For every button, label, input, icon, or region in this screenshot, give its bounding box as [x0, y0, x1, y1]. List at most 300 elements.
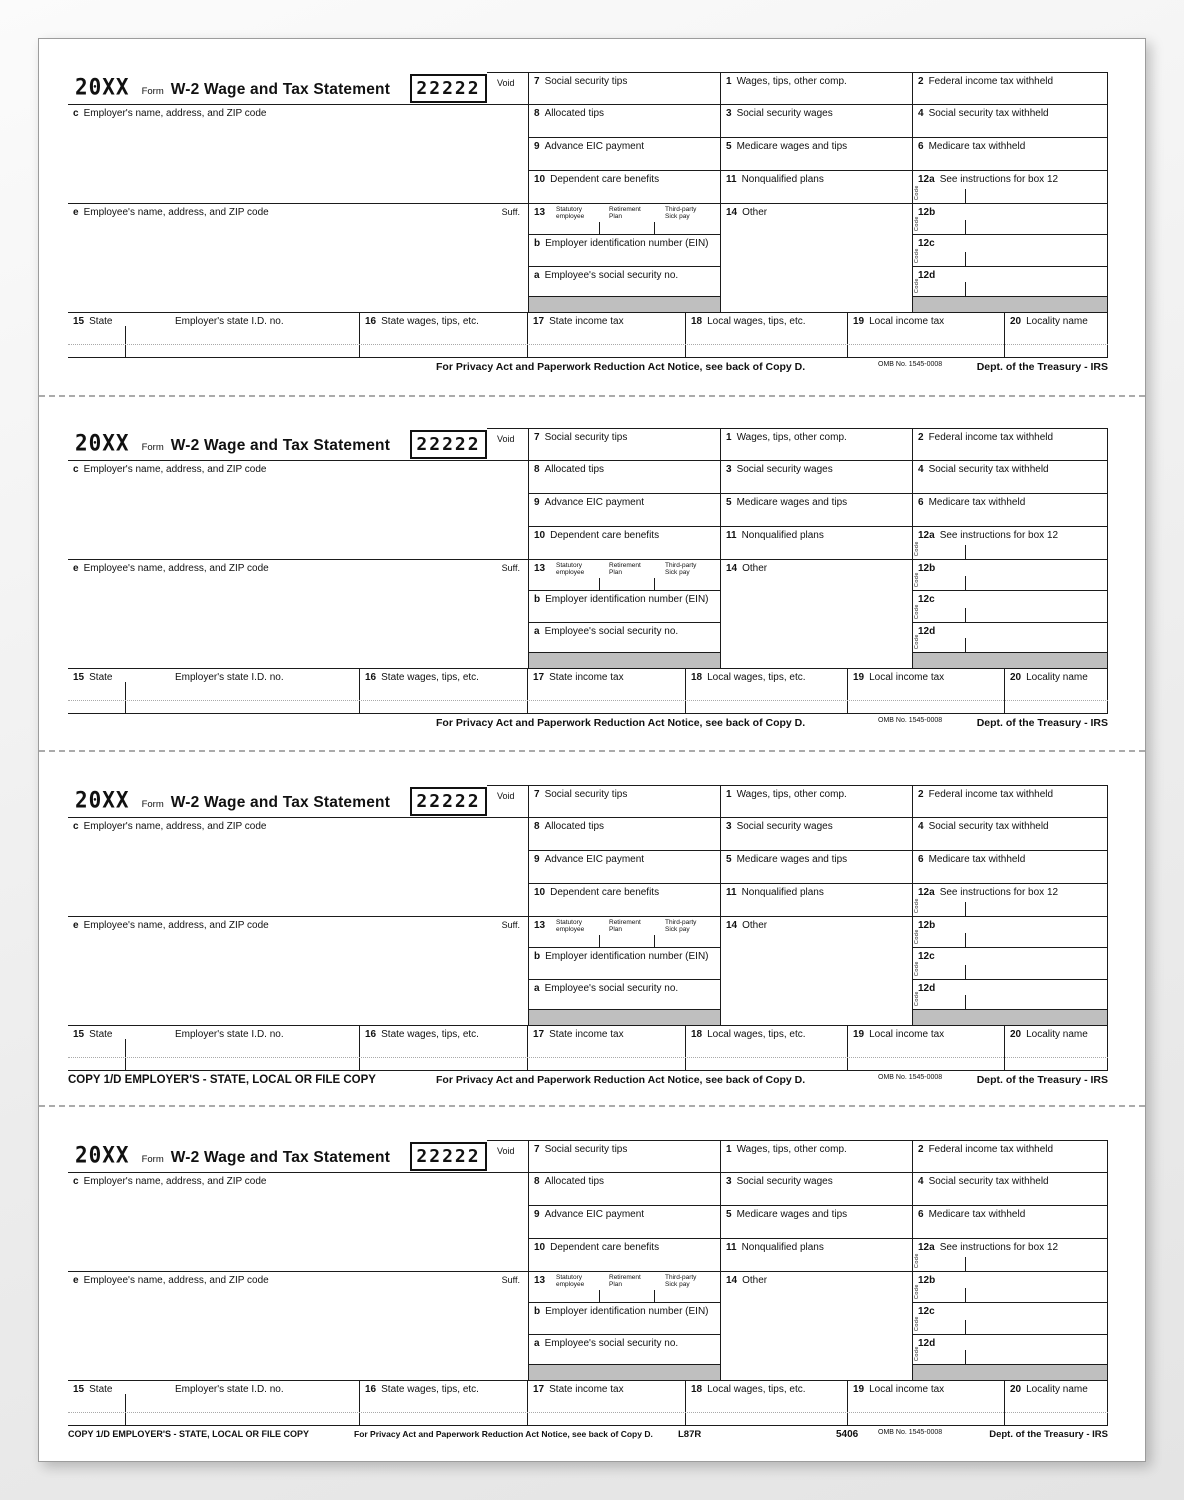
box-number: 4	[918, 108, 924, 119]
box-number: 6	[918, 141, 924, 152]
box-b-ein	[528, 590, 720, 622]
box-number: 15	[73, 1384, 85, 1395]
box-number: 19	[853, 1029, 865, 1040]
box-number: 15	[73, 1029, 85, 1040]
box-number: 12c	[918, 1306, 935, 1317]
form-code: L87R	[678, 1429, 702, 1440]
box-e-employee-name-address	[68, 203, 528, 312]
box-number: 8	[534, 108, 540, 119]
code-amount-divider	[965, 220, 966, 234]
entry-dotted-line	[68, 700, 1108, 701]
box-label: Social security wages	[736, 1176, 833, 1187]
box-14-other	[720, 1271, 912, 1380]
third-party-sick-pay-label: Third-party Sick pay	[665, 1274, 697, 1288]
box-e-employee-name-address	[68, 1271, 528, 1380]
code-label-vertical: Code	[914, 633, 920, 649]
box-number: c	[73, 821, 79, 832]
box-15-state	[68, 1025, 359, 1071]
box-label: Federal income tax withheld	[928, 789, 1054, 800]
box-number: 12b	[918, 1275, 936, 1286]
box-label: Local wages, tips, etc.	[707, 316, 806, 327]
box-number: b	[534, 1306, 541, 1317]
box-number: 19	[853, 1384, 865, 1395]
box-number: 8	[534, 464, 540, 475]
form-footer	[68, 717, 1108, 734]
box-12d	[912, 622, 1108, 652]
box-label: Nonqualified plans	[741, 887, 824, 898]
gray-bar	[912, 296, 1108, 312]
box-label: Medicare tax withheld	[928, 1209, 1026, 1220]
box-label: Social security tax withheld	[928, 108, 1049, 119]
form-word: Form	[141, 1154, 164, 1165]
box-label: Medicare wages and tips	[736, 141, 848, 152]
code-amount-divider	[965, 1320, 966, 1334]
box-16	[359, 312, 527, 358]
box-number: 10	[534, 887, 546, 898]
entry-dotted-line	[68, 344, 1108, 345]
box-label: Social security tax withheld	[928, 821, 1049, 832]
w2-form-copy-2	[68, 428, 1108, 735]
box-number: a	[534, 1338, 540, 1349]
box-label: Other	[742, 207, 768, 218]
box-e-employee-name-address	[68, 559, 528, 668]
box-11	[720, 883, 912, 916]
box-1	[720, 785, 912, 817]
code-label-vertical: Code	[914, 215, 920, 231]
tax-year: 20XX	[75, 430, 130, 456]
box-number: 2	[918, 789, 924, 800]
box-9	[528, 850, 720, 883]
box-number: 4	[918, 1176, 924, 1187]
box-1	[720, 428, 912, 460]
void-box	[487, 428, 528, 460]
box-c-employer-name-address	[68, 460, 528, 559]
box-label: Social security tips	[544, 1144, 628, 1155]
box-12b	[912, 203, 1108, 234]
box-5	[720, 850, 912, 883]
box-label: Employee's name, address, and ZIP code	[83, 207, 269, 218]
box-11	[720, 526, 912, 559]
box-number: 15	[73, 316, 85, 327]
box-label: Social security wages	[736, 108, 833, 119]
box-7	[528, 1140, 720, 1172]
box-5	[720, 1205, 912, 1238]
checkbox-divider	[599, 222, 600, 234]
box-8	[528, 817, 720, 850]
box-label: Local income tax	[869, 316, 945, 327]
box-label: Nonqualified plans	[741, 174, 824, 185]
form-title-block	[68, 428, 410, 460]
box-number: 2	[918, 432, 924, 443]
box-label: Employee's social security no.	[544, 270, 679, 281]
box-number: 16	[365, 672, 377, 683]
box-label: State income tax	[549, 672, 624, 683]
form-title: W-2 Wage and Tax Statement	[170, 437, 391, 454]
box-label: Employee's social security no.	[544, 626, 679, 637]
box-label: Employer's name, address, and ZIP code	[83, 464, 267, 475]
box-label: See instructions for box 12	[939, 887, 1059, 898]
box-15-state	[68, 1380, 359, 1426]
box-11	[720, 170, 912, 203]
code-label-vertical: Code	[914, 1283, 920, 1299]
code-amount-divider	[965, 545, 966, 559]
box-label: Locality name	[1026, 1029, 1088, 1040]
box-label: Social security tax withheld	[928, 1176, 1049, 1187]
box-label: State wages, tips, etc.	[381, 316, 479, 327]
box-number: b	[534, 951, 541, 962]
form-title-block	[68, 1140, 410, 1172]
box-label: Employee's name, address, and ZIP code	[83, 920, 269, 931]
retirement-plan-label: Retirement Plan	[609, 206, 641, 220]
checkbox-divider	[654, 1290, 655, 1302]
code-amount-divider	[965, 1257, 966, 1271]
box-label: State	[89, 1384, 113, 1395]
tax-year: 20XX	[75, 74, 130, 100]
box-label: State income tax	[549, 1029, 624, 1040]
box-number: 12a	[918, 887, 935, 898]
box-label: Social security tips	[544, 76, 628, 87]
box-label: See instructions for box 12	[939, 174, 1059, 185]
box-18	[685, 312, 847, 358]
retirement-plan-label: Retirement Plan	[609, 919, 641, 933]
form-separator	[39, 1105, 1145, 1107]
statutory-employee-label: Statutory employee	[556, 206, 585, 220]
box-number: a	[534, 983, 540, 994]
box-label: Social security tips	[544, 432, 628, 443]
box-label: Local wages, tips, etc.	[707, 1029, 806, 1040]
retirement-plan-label: Retirement Plan	[609, 562, 641, 576]
box-17	[527, 1025, 685, 1071]
box-number: 11	[726, 1242, 737, 1253]
box-label: Social security tips	[544, 789, 628, 800]
box-number: 3	[726, 108, 732, 119]
box-number: 12d	[918, 983, 936, 994]
box-label: Dependent care benefits	[550, 530, 660, 541]
box-label: Allocated tips	[544, 108, 605, 119]
box-number: a	[534, 270, 540, 281]
box-number: 14	[726, 207, 738, 218]
box-label: Advance EIC payment	[544, 141, 645, 152]
box-number: 20	[1010, 1384, 1022, 1395]
code-amount-divider	[965, 252, 966, 266]
box-label: Employer's name, address, and ZIP code	[83, 1176, 267, 1187]
checkbox-divider	[654, 935, 655, 947]
box-number: 17	[533, 672, 545, 683]
gray-bar	[912, 652, 1108, 668]
form-title-block	[68, 72, 410, 104]
box-number: 19	[853, 672, 865, 683]
copy-designation: COPY 1/D EMPLOYER'S - STATE, LOCAL OR FILE COPY	[68, 1074, 376, 1086]
box-17	[527, 668, 685, 714]
box-number: 6	[918, 1209, 924, 1220]
box-a-ssn	[528, 622, 720, 652]
treasury-dept-label: Dept. of the Treasury - IRS	[976, 717, 1108, 729]
box-number: 12c	[918, 951, 935, 962]
retirement-plan-label: Retirement Plan	[609, 1274, 641, 1288]
box-8	[528, 460, 720, 493]
control-number-box: 22222	[410, 74, 487, 103]
box-c-employer-name-address	[68, 817, 528, 916]
box-number: 5	[726, 854, 732, 865]
code-amount-divider	[965, 965, 966, 979]
box-number: 10	[534, 1242, 546, 1253]
box-number: 18	[691, 316, 703, 327]
state-divider	[125, 326, 126, 357]
box-16	[359, 668, 527, 714]
box-number: 3	[726, 1176, 732, 1187]
box-3	[720, 104, 912, 137]
form-word: Form	[141, 86, 164, 97]
box-10	[528, 526, 720, 559]
box-2	[912, 72, 1108, 104]
code-amount-divider	[965, 1350, 966, 1364]
code-label-vertical: Code	[914, 1252, 920, 1268]
box-label: Employee's name, address, and ZIP code	[83, 1275, 269, 1286]
suffix-label: Suff.	[501, 1275, 520, 1285]
gray-bar	[528, 1009, 720, 1025]
box-19	[847, 312, 1004, 358]
box-number: 7	[534, 76, 540, 87]
box-a-ssn	[528, 1334, 720, 1364]
box-c-employer-name-address	[68, 1172, 528, 1271]
box-14-other	[720, 916, 912, 1025]
box-label: State income tax	[549, 316, 624, 327]
state-divider	[125, 1394, 126, 1425]
copy-designation: COPY 1/D EMPLOYER'S - STATE, LOCAL OR FILE COPY	[68, 1429, 310, 1439]
code-amount-divider	[965, 933, 966, 947]
box-13-checkboxes	[528, 916, 720, 947]
box-label: Employee's social security no.	[544, 983, 679, 994]
gray-bar	[912, 1009, 1108, 1025]
box-label: Medicare wages and tips	[736, 497, 848, 508]
box-number: 12c	[918, 238, 935, 249]
box-number: 18	[691, 1029, 703, 1040]
omb-number: OMB No. 1545-0008	[878, 1429, 943, 1436]
code-amount-divider	[965, 576, 966, 590]
form-title-block	[68, 785, 410, 817]
box-4	[912, 817, 1108, 850]
box-19	[847, 1025, 1004, 1071]
box-number: 4	[918, 821, 924, 832]
box-number: 13	[534, 207, 546, 218]
box-label: Social security wages	[736, 464, 833, 475]
employer-state-id-label: Employer's state I.D. no.	[175, 672, 284, 683]
checkbox-divider	[654, 222, 655, 234]
form-word: Form	[141, 799, 164, 810]
box-label: Nonqualified plans	[741, 530, 824, 541]
control-number-box: 22222	[410, 430, 487, 459]
privacy-act-notice: For Privacy Act and Paperwork Reduction Act Notice, see back of Copy D.	[436, 1074, 806, 1086]
void-box	[487, 785, 528, 817]
box-20	[1004, 668, 1108, 714]
box-number: 9	[534, 497, 540, 508]
treasury-dept-label: Dept. of the Treasury - IRS	[976, 1074, 1108, 1086]
box-a-ssn	[528, 266, 720, 296]
box-number: 12d	[918, 270, 936, 281]
box-label: Local income tax	[869, 1029, 945, 1040]
box-label: Advance EIC payment	[544, 854, 645, 865]
box-18	[685, 1380, 847, 1426]
form-footer	[68, 1429, 1108, 1446]
box-6	[912, 850, 1108, 883]
box-number: 7	[534, 1144, 540, 1155]
box-6	[912, 493, 1108, 526]
box-label: Nonqualified plans	[741, 1242, 824, 1253]
privacy-act-notice: For Privacy Act and Paperwork Reduction Act Notice, see back of Copy D.	[436, 717, 806, 729]
code-label-vertical: Code	[914, 960, 920, 976]
box-label: Wages, tips, other comp.	[736, 789, 847, 800]
box-number: 7	[534, 789, 540, 800]
box-number: 1	[726, 76, 732, 87]
box-12a	[912, 170, 1108, 203]
box-label: Wages, tips, other comp.	[736, 1144, 847, 1155]
third-party-sick-pay-label: Third-party Sick pay	[665, 919, 697, 933]
entry-dotted-line	[68, 1412, 1108, 1413]
box-3	[720, 817, 912, 850]
code-amount-divider	[965, 282, 966, 296]
w2-form-copy-3	[68, 785, 1108, 1092]
box-label: Employer's name, address, and ZIP code	[83, 821, 267, 832]
box-8	[528, 1172, 720, 1205]
box-label: See instructions for box 12	[939, 1242, 1059, 1253]
box-2	[912, 785, 1108, 817]
box-12d	[912, 266, 1108, 296]
omb-number: OMB No. 1545-0008	[878, 717, 943, 724]
box-12b	[912, 916, 1108, 947]
box-label: Locality name	[1026, 672, 1088, 683]
box-number: 10	[534, 174, 546, 185]
box-number: 12a	[918, 174, 935, 185]
box-label: Allocated tips	[544, 464, 605, 475]
box-number: 3	[726, 464, 732, 475]
form-title: W-2 Wage and Tax Statement	[170, 1149, 391, 1166]
code-label-vertical: Code	[914, 571, 920, 587]
box-number: 11	[726, 530, 737, 541]
statutory-employee-label: Statutory employee	[556, 562, 585, 576]
box-number: 9	[534, 1209, 540, 1220]
code-label-vertical: Code	[914, 247, 920, 263]
box-label: Local income tax	[869, 1384, 945, 1395]
code-amount-divider	[965, 189, 966, 203]
box-12a	[912, 1238, 1108, 1271]
box-label: Medicare tax withheld	[928, 854, 1026, 865]
box-18	[685, 1025, 847, 1071]
box-7	[528, 785, 720, 817]
box-number: 18	[691, 672, 703, 683]
box-12c	[912, 234, 1108, 266]
box-label: Allocated tips	[544, 821, 605, 832]
box-number: 5	[726, 497, 732, 508]
tax-year: 20XX	[75, 1142, 130, 1168]
employer-state-id-label: Employer's state I.D. no.	[175, 1029, 284, 1040]
box-label: State income tax	[549, 1384, 624, 1395]
box-label: Local income tax	[869, 672, 945, 683]
box-label: Medicare tax withheld	[928, 497, 1026, 508]
box-number: 8	[534, 821, 540, 832]
omb-number: OMB No. 1545-0008	[878, 361, 943, 368]
code-amount-divider	[965, 638, 966, 652]
box-number: 16	[365, 1029, 377, 1040]
code-amount-divider	[965, 902, 966, 916]
checkbox-divider	[599, 935, 600, 947]
box-label: Dependent care benefits	[550, 1242, 660, 1253]
box-6	[912, 1205, 1108, 1238]
box-label: Locality name	[1026, 316, 1088, 327]
form-title: W-2 Wage and Tax Statement	[170, 81, 391, 98]
box-number: 19	[853, 316, 865, 327]
box-label: State wages, tips, etc.	[381, 672, 479, 683]
box-number: 3	[726, 821, 732, 832]
box-label: Employer identification number (EIN)	[545, 1306, 709, 1317]
box-2	[912, 428, 1108, 460]
box-number: c	[73, 1176, 79, 1187]
checkbox-divider	[599, 578, 600, 590]
box-number: b	[534, 238, 541, 249]
third-party-sick-pay-label: Third-party Sick pay	[665, 562, 697, 576]
box-16	[359, 1380, 527, 1426]
box-12d	[912, 979, 1108, 1009]
treasury-dept-label: Dept. of the Treasury - IRS	[976, 361, 1108, 373]
box-number: 7	[534, 432, 540, 443]
box-label: Advance EIC payment	[544, 497, 645, 508]
box-label: State wages, tips, etc.	[381, 1029, 479, 1040]
statutory-employee-label: Statutory employee	[556, 1274, 585, 1288]
gray-bar	[528, 296, 720, 312]
box-number: 12d	[918, 1338, 936, 1349]
box-label: Local wages, tips, etc.	[707, 672, 806, 683]
box-number: 18	[691, 1384, 703, 1395]
suffix-label: Suff.	[501, 920, 520, 930]
box-number: 1	[726, 1144, 732, 1155]
box-9	[528, 137, 720, 170]
code-label-vertical: Code	[914, 277, 920, 293]
employer-state-id-label: Employer's state I.D. no.	[175, 1384, 284, 1395]
box-label: Social security wages	[736, 821, 833, 832]
box-label: State	[89, 672, 113, 683]
box-19	[847, 668, 1004, 714]
statutory-employee-label: Statutory employee	[556, 919, 585, 933]
box-label: Employer identification number (EIN)	[545, 594, 709, 605]
box-label: Employer identification number (EIN)	[545, 951, 709, 962]
box-label: Wages, tips, other comp.	[736, 432, 847, 443]
code-label-vertical: Code	[914, 603, 920, 619]
box-17	[527, 312, 685, 358]
code-amount-divider	[965, 608, 966, 622]
privacy-act-notice: For Privacy Act and Paperwork Reduction Act Notice, see back of Copy D.	[436, 361, 806, 373]
box-13-checkboxes	[528, 1271, 720, 1302]
box-number: 12a	[918, 1242, 935, 1253]
box-16	[359, 1025, 527, 1071]
box-label: Dependent care benefits	[550, 887, 660, 898]
state-divider	[125, 1039, 126, 1070]
box-11	[720, 1238, 912, 1271]
box-number: 12b	[918, 920, 936, 931]
box-20	[1004, 312, 1108, 358]
entry-dotted-line	[68, 1057, 1108, 1058]
box-8	[528, 104, 720, 137]
box-label: Locality name	[1026, 1384, 1088, 1395]
void-label: Void	[497, 791, 515, 801]
form-word: Form	[141, 442, 164, 453]
box-number: 2	[918, 76, 924, 87]
checkbox-divider	[599, 1290, 600, 1302]
box-number: 17	[533, 316, 545, 327]
box-1	[720, 72, 912, 104]
box-c-employer-name-address	[68, 104, 528, 203]
box-number: 12b	[918, 563, 936, 574]
box-20	[1004, 1380, 1108, 1426]
box-number: 13	[534, 920, 546, 931]
